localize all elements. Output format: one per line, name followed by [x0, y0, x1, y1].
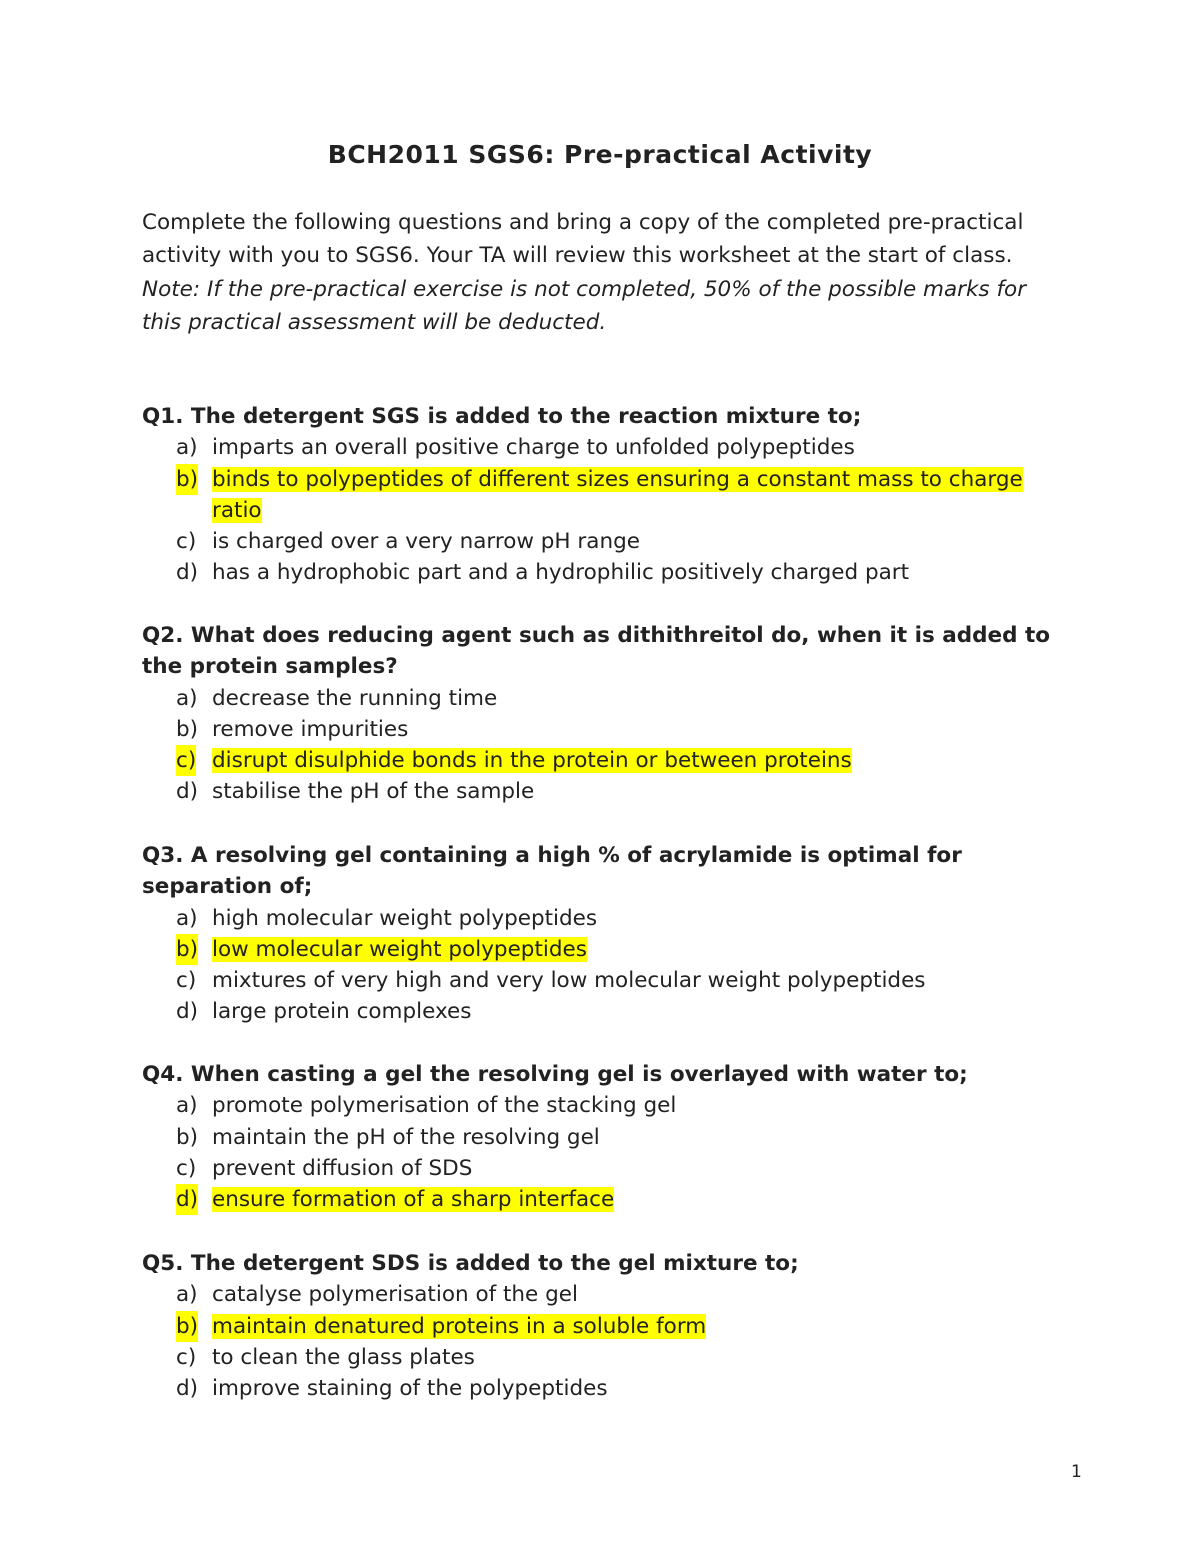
option-q1-d [142, 557, 1062, 588]
question-label: Q2 [142, 623, 176, 648]
option-q1-b [142, 464, 1062, 527]
option-text-highlighted: ensure formation of a sharp interface [212, 1187, 615, 1213]
option-letter: d) [176, 1376, 199, 1402]
option-list [142, 1279, 1062, 1404]
option-text-highlighted: low molecular weight polypeptides [212, 936, 587, 962]
option-q5-d [142, 1373, 1062, 1404]
option-text: promote polymerisation of the stacking gel [212, 1093, 677, 1119]
option-text-highlighted: binds to polypeptides of different sizes ensuring a constant mass to charge ratio [212, 466, 1023, 523]
option-q1-c [142, 526, 1062, 557]
option-text: improve staining of the polypeptides [212, 1376, 608, 1402]
question-label: Q5 [142, 1251, 176, 1276]
intro-paragraph [142, 206, 1062, 339]
option-text: high molecular weight polypeptides [212, 905, 598, 931]
question-text: The detergent SDS is added to the gel mixture to; [190, 1251, 799, 1276]
option-text: to clean the glass plates [212, 1344, 475, 1370]
option-q3-a [142, 903, 1062, 934]
option-letter: c) [176, 1155, 197, 1181]
option-letter: d) [176, 779, 199, 805]
option-letter: b) [176, 1124, 199, 1150]
option-q3-d [142, 996, 1062, 1027]
option-letter: c) [176, 1344, 197, 1370]
option-letter: a) [176, 1093, 198, 1119]
document-title: BCH2011 SGS6: Pre-practical Activity [327, 140, 873, 169]
option-letter: d) [176, 1184, 198, 1215]
question-5 [142, 1248, 1062, 1404]
option-letter: d) [176, 560, 199, 586]
question-text: When casting a gel the resolving gel is overlayed with water to; [190, 1062, 968, 1087]
option-letter: b) [176, 464, 198, 495]
option-text: decrease the running time [212, 685, 498, 711]
option-letter: b) [176, 1311, 198, 1342]
option-text: mixtures of very high and very low molecular weight polypeptides [212, 968, 926, 994]
option-letter: a) [176, 685, 198, 711]
option-q4-b [142, 1122, 1062, 1153]
option-letter: a) [176, 905, 198, 931]
option-text: has a hydrophobic part and a hydrophilic positively charged part [212, 560, 910, 586]
option-text: stabilise the pH of the sample [212, 779, 535, 805]
option-q2-d [142, 776, 1062, 807]
option-q5-c [142, 1342, 1062, 1373]
option-text: prevent diffusion of SDS [212, 1155, 473, 1181]
question-heading: Q4. When casting a gel the resolving gel is overlayed with water to; [142, 1062, 968, 1087]
question-heading: Q5. The detergent SDS is added to the gel mixture to; [142, 1251, 799, 1276]
option-text: catalyse polymerisation of the gel [212, 1282, 578, 1308]
question-4 [142, 1059, 1062, 1215]
option-letter: a) [176, 435, 198, 461]
option-letter: a) [176, 1282, 198, 1308]
question-heading: Q1. The detergent SGS is added to the reaction mixture to; [142, 404, 862, 429]
option-text-highlighted: disrupt disulphide bonds in the protein or between proteins [212, 748, 852, 774]
question-label: Q1 [142, 404, 176, 429]
question-2 [142, 620, 1062, 808]
question-text: What does reducing agent such as dithithreitol do, when it is added to the protein samples? [142, 623, 1051, 680]
question-heading: Q3. A resolving gel containing a high % of acrylamide is optimal for separation of; [142, 843, 962, 900]
option-letter: b) [176, 716, 199, 742]
option-q4-d [142, 1184, 1062, 1215]
option-list [142, 903, 1062, 1028]
intro-note: Note: If the pre-practical exercise is not completed, 50% of the possible marks for this practical assessment will be deducted. [142, 276, 1027, 335]
option-q4-a [142, 1090, 1062, 1121]
option-letter: c) [176, 745, 196, 776]
option-letter: d) [176, 999, 199, 1025]
page-number: 1 [1071, 1462, 1082, 1482]
option-letter: b) [176, 934, 198, 965]
question-3 [142, 840, 1062, 1028]
option-q1-a [142, 432, 1062, 463]
option-q4-c [142, 1153, 1062, 1184]
option-list [142, 683, 1062, 808]
option-text: imparts an overall positive charge to unfolded polypeptides [212, 435, 855, 461]
option-q2-b [142, 714, 1062, 745]
question-1 [142, 401, 1062, 589]
option-text-highlighted: maintain denatured proteins in a soluble form [212, 1313, 707, 1339]
option-q2-c [142, 745, 1062, 776]
question-text: The detergent SGS is added to the reaction mixture to; [190, 404, 862, 429]
option-q3-c [142, 965, 1062, 996]
question-label: Q4 [142, 1062, 176, 1087]
option-list [142, 1090, 1062, 1215]
option-text: large protein complexes [212, 999, 472, 1025]
question-text: A resolving gel containing a high % of acrylamide is optimal for separation of; [142, 843, 962, 900]
option-q5-a [142, 1279, 1062, 1310]
option-text: remove impurities [212, 716, 409, 742]
option-q2-a [142, 683, 1062, 714]
option-text: maintain the pH of the resolving gel [212, 1124, 600, 1150]
option-q3-b [142, 934, 1062, 965]
option-q5-b [142, 1311, 1062, 1342]
question-heading: Q2. What does reducing agent such as dithithreitol do, when it is added to the protein samples? [142, 623, 1051, 680]
option-letter: c) [176, 968, 197, 994]
option-letter: c) [176, 529, 197, 555]
intro-text: Complete the following questions and bring a copy of the completed pre-practical activity with you to SGS6. Your TA will review this worksheet at the start of class. [142, 210, 1024, 269]
option-text: is charged over a very narrow pH range [212, 529, 640, 555]
question-label: Q3 [142, 843, 176, 868]
option-list [142, 432, 1062, 588]
